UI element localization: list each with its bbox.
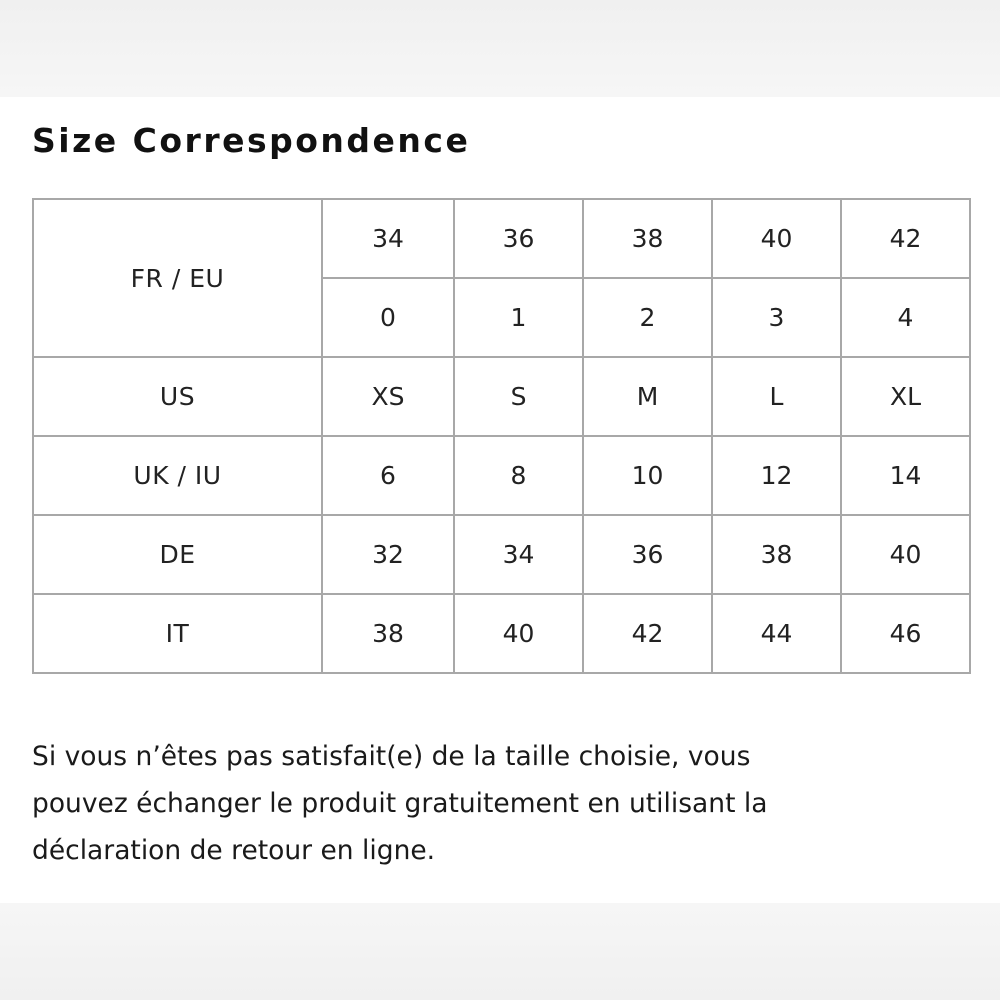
table-cell: 10: [583, 436, 712, 515]
size-correspondence-table: [32, 198, 971, 674]
table-cell: 36: [583, 515, 712, 594]
note-line: déclaration de retour en ligne.: [32, 835, 436, 866]
table-cell: 40: [454, 594, 583, 673]
row-label-fr-eu: FR / EU: [33, 199, 322, 357]
page-title: Size Correspondence: [32, 121, 471, 160]
table-cell: 40: [712, 199, 841, 278]
table-cell: 38: [322, 594, 454, 673]
row-label-de: DE: [33, 515, 322, 594]
table-cell: L: [712, 357, 841, 436]
table-row-fr-eu: [33, 199, 970, 278]
table-cell: 4: [841, 278, 970, 357]
row-label-uk-iu: UK / IU: [33, 436, 322, 515]
table-row-it: [33, 594, 970, 673]
table-cell: 38: [712, 515, 841, 594]
table-cell: 2: [583, 278, 712, 357]
table-cell: 6: [322, 436, 454, 515]
table-cell: M: [583, 357, 712, 436]
table-cell: 14: [841, 436, 970, 515]
table-row-us: [33, 357, 970, 436]
table-cell: XL: [841, 357, 970, 436]
note-line: pouvez échanger le produit gratuitement en utilisant la: [32, 788, 768, 819]
table-cell: XS: [322, 357, 454, 436]
table-cell: 40: [841, 515, 970, 594]
note-line: Si vous n’êtes pas satisfait(e) de la taille choisie, vous: [32, 741, 751, 772]
table-cell: 34: [322, 199, 454, 278]
table-cell: 38: [583, 199, 712, 278]
table-cell: 36: [454, 199, 583, 278]
table-cell: 34: [454, 515, 583, 594]
top-background: [0, 0, 1000, 97]
table-cell: 12: [712, 436, 841, 515]
table-cell: 8: [454, 436, 583, 515]
table-cell: 0: [322, 278, 454, 357]
table-row-uk-iu: [33, 436, 970, 515]
table-cell: 1: [454, 278, 583, 357]
table-cell: 3: [712, 278, 841, 357]
table-cell: 42: [583, 594, 712, 673]
table-cell: 46: [841, 594, 970, 673]
table-cell: 32: [322, 515, 454, 594]
table-row-de: [33, 515, 970, 594]
exchange-note: [32, 733, 972, 874]
table-cell: S: [454, 357, 583, 436]
table-cell: 44: [712, 594, 841, 673]
bottom-background: [0, 903, 1000, 1000]
row-label-us: US: [33, 357, 322, 436]
row-label-it: IT: [33, 594, 322, 673]
table-cell: 42: [841, 199, 970, 278]
